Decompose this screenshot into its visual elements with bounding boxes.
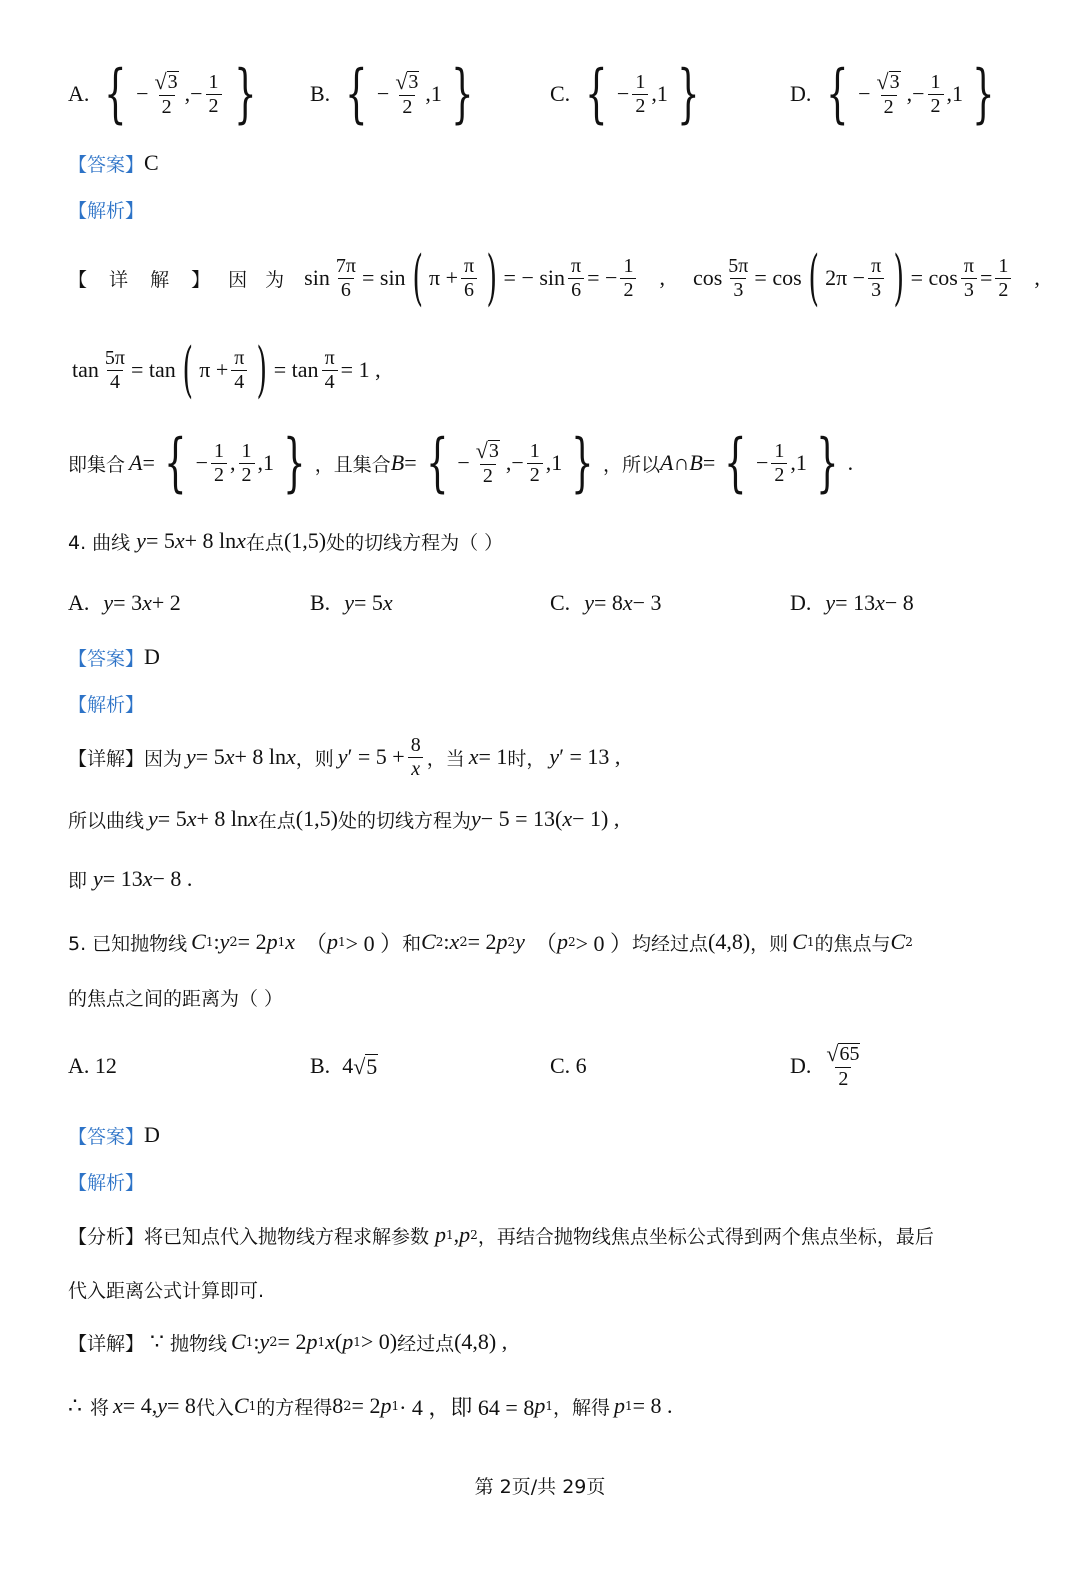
- jihe-a-text: 即集合: [68, 453, 126, 476]
- q5-option-b: B. 4 √ 5: [310, 1053, 378, 1080]
- q3-answer: [68, 148, 1080, 178]
- dang-text: ，当: [426, 747, 465, 770]
- q5-fenxi-line-1: 【分析】 将已知点代入抛物线方程求解参数 p 1 , p 2 ，再结合抛物线焦点坐标公式得到两个焦点坐标，最后: [68, 1222, 934, 1248]
- fenxi-a: 将已知点代入抛物线方程求解参数: [144, 1225, 430, 1248]
- q3-option-c: C. { − $\frac{1}{2}$ ,1 }: [550, 57, 700, 131]
- q3-option-a: A. { − √ 3 2 ,− $\frac{1}{2}$ }: [68, 57, 257, 131]
- fenxi-tag: 【分析】: [68, 1225, 145, 1248]
- answer-value: D: [144, 1122, 160, 1147]
- jingguo-text: 经过点: [397, 1332, 455, 1355]
- fangcheng-text: 的方程得: [256, 1396, 333, 1419]
- option-label: D.: [790, 1053, 812, 1078]
- q5-option-c: [550, 1036, 587, 1096]
- option-label: C.: [550, 590, 571, 615]
- parabola-text: 抛物线: [170, 1332, 228, 1355]
- q4-stem-mid: 在点: [245, 531, 284, 554]
- analysis-tag: 【解析】: [68, 1171, 145, 1194]
- q4-option-c: C. y = 8 x − 3: [550, 590, 662, 615]
- q5-analysis: [68, 1166, 1080, 1196]
- option-label: A. 12: [68, 1053, 117, 1078]
- q4-detail-line-3: 即 y = 13 x − 8 .: [68, 866, 193, 892]
- q3-option-b: B. { − √ 3 2 ,1 }: [310, 57, 474, 131]
- q5-stem-b: 的焦点之间的距离为（ ）: [68, 987, 284, 1010]
- q5-option-d: D. √ 65 2: [790, 1040, 860, 1090]
- q4-detail-line-1: 【详解】 因为 y = 5 x + 8 ln x ，则 y ′ = 5 + $\frac{8}{x}$ ，当 x = 1 时， y ′ = 13 ,: [68, 733, 621, 780]
- q5-detail-line-1: 【详解】 ∵ 抛物线 C 1 : y 2 = 2 p 1 x ( p 1 > 0) 经过点 (4,8) ,: [68, 1329, 508, 1355]
- option-label: C. 6: [550, 1053, 587, 1078]
- ze-text: ，则: [295, 747, 334, 770]
- q5-detail-line-2: ∴ 将 x = 4, y = 8 代入 C 1 的方程得 8 2 = 2 p 1 · 4 ，即 64 = 8 p 1 ，解得 p 1 = 8 .: [68, 1393, 673, 1420]
- answer-value: D: [144, 644, 160, 669]
- fenxi-b: ，再结合抛物线焦点坐标公式得到两个焦点坐标，最后: [477, 1225, 934, 1248]
- q4-option-b: B. y = 5 x: [310, 590, 393, 615]
- answer-value: C: [144, 150, 159, 175]
- detail-tag: 【详解】: [68, 747, 145, 770]
- option-label: D.: [790, 590, 812, 615]
- q4-option-d: D. y = 13 x − 8: [790, 590, 914, 615]
- q5-stem-line-2: [68, 980, 1080, 1014]
- q3-option-d: D. { − √ 3 2 ,− $\frac{1}{2}$ ,1 }: [790, 57, 995, 131]
- q5-fenxi-line-2: [68, 1272, 1080, 1306]
- because-text: 因为: [144, 747, 183, 770]
- chu-text: 处的切线方程为: [337, 809, 471, 832]
- jiede-text: ，解得: [552, 1396, 610, 1419]
- q5-answer: [68, 1120, 1080, 1150]
- answer-tag: 【答案】: [68, 1125, 145, 1148]
- option-label: C.: [550, 81, 571, 106]
- option-label: B.: [310, 1053, 331, 1078]
- ze-text: ，则: [750, 932, 789, 955]
- analysis-tag: 【解析】: [68, 693, 145, 716]
- option-label: A.: [68, 590, 90, 615]
- option-label: A.: [68, 81, 90, 106]
- q3-analysis: [68, 194, 1080, 224]
- detail-tag: 【详解】: [68, 1332, 145, 1355]
- q5-stem-a: 5. 已知抛物线: [68, 932, 188, 955]
- q5-option-a: [68, 1036, 117, 1096]
- q3-detail-line-3: 即集合 A = { − $\frac{1}{2}$ , $\frac{1}{2}$ ,1 } ，且集合 B = { − √ 3 2 ,− $\frac{1}{2}$ ,1 } ，所以 A ∩ B = { − $\frac{1}{2}$ ,1 } .: [68, 426, 854, 500]
- page-footer: 第 2页/共 29页: [474, 1476, 606, 1498]
- q4-option-a: A. y = 3 x + 2: [68, 590, 181, 615]
- q5-stem-line-1: 5. 已知抛物线 C 1 : y 2 = 2 p 1 x （ p 1 > 0 ） 和 C 2 : x 2 = 2 p 2 y （ p 2 > 0 ） 均经过点 (4,8) ，则 C 1 的焦点与 C 2: [68, 929, 913, 956]
- jun-text: 均经过点: [632, 932, 709, 955]
- dairu-text: 代入: [195, 1396, 234, 1419]
- q4-stem: 4. 曲线 y = 5 x + 8 ln x 在点 (1,5) 处的切线方程为（ ）: [68, 528, 504, 554]
- q3-detail-line-2: tan $\frac{5\pi}{4}$ = tan ( π + $\frac{\pi}{4}$ ) = tan $\frac{\pi}{4}$ = 1 ,: [72, 335, 381, 405]
- option-label: B.: [310, 81, 331, 106]
- zaidian-text: 在点: [257, 809, 296, 832]
- answer-tag: 【答案】: [68, 647, 145, 670]
- q4-detail-line-2: 所以曲线 y = 5 x + 8 ln x 在点 (1,5) 处的切线方程为 y − 5 = 13( x − 1) ,: [68, 806, 620, 832]
- suoyi-curve-text: 所以曲线: [68, 809, 145, 832]
- qie-jihe-b-text: ，且集合: [314, 453, 391, 476]
- q3-detail-line-1: 【 详 解 】 因 为 sin $\frac{7\pi}{6}$ = sin ( π + $\frac{\pi}{6}$ ) = − sin $\frac{\pi}{6}$ = − $\frac{1}{2}$ , cos $\frac{5\pi}{3}$ = cos ( 2π − $\frac{\pi}{3}$ ) = cos $\frac{\pi}{3}$ = $\frac{1}{2}$ ,: [68, 243, 1040, 313]
- option-label: B.: [310, 590, 331, 615]
- suoyi-text: ，所以: [603, 453, 661, 476]
- jiang-text: 将: [90, 1396, 110, 1419]
- analysis-tag: 【解析】: [68, 199, 145, 222]
- fenxi-c: 代入距离公式计算即可.: [68, 1279, 265, 1302]
- because-text: 因 为: [228, 268, 291, 291]
- q4-answer: [68, 642, 1080, 672]
- ji-text: 即: [68, 869, 88, 892]
- shi-text: 时，: [507, 747, 546, 770]
- answer-tag: 【答案】: [68, 153, 145, 176]
- q4-stem-num: 4. 曲线: [68, 531, 131, 554]
- q4-stem-end: 处的切线方程为（ ）: [326, 531, 504, 554]
- de-focus-text: 的焦点与: [814, 932, 891, 955]
- q4-analysis: [68, 688, 1080, 718]
- he-text: 和: [402, 932, 422, 955]
- detail-tag: 【 详 解 】: [68, 268, 219, 291]
- option-label: D.: [790, 81, 812, 106]
